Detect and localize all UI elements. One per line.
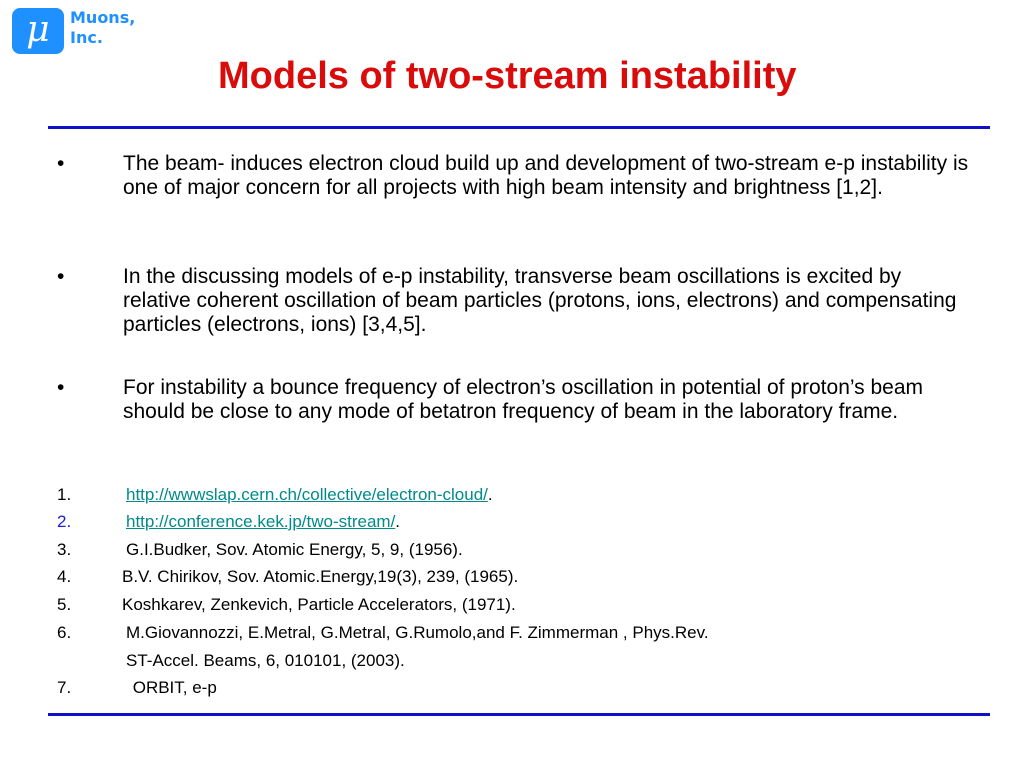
reference-body [126, 484, 493, 506]
logo-line-2: Inc. [70, 28, 103, 47]
bullet-marker: • [57, 265, 65, 288]
reference-text: ST-Accel. Beams, 6, 010101, (2003). [126, 651, 405, 670]
reference-number: 6. [57, 623, 72, 642]
reference-body [126, 511, 400, 533]
bullet-marker: • [57, 152, 65, 175]
reference-text: G.I.Budker, Sov. Atomic Energy, 5, 9, (1956). [126, 540, 463, 559]
bullet-text: The beam- induces electron cloud build up and development of two-stream e-p instability is one of major concern for all projects with high beam intensity and brightness [1,2]. [123, 152, 969, 199]
reference-text: ORBIT, e-p [128, 678, 217, 697]
top-divider [48, 126, 990, 129]
company-logo [8, 4, 148, 58]
reference-number: 7. [57, 678, 72, 697]
reference-suffix: . [395, 512, 401, 531]
reference-link[interactable]: http://wwwslap.cern.ch/collective/electron-cloud/ [126, 485, 488, 504]
bullet-marker: • [57, 376, 65, 399]
logo-wordmark [70, 8, 135, 48]
reference-number: 1. [57, 485, 72, 504]
reference-text: M.Giovannozzi, E.Metral, G.Metral, G.Rumolo,and F. Zimmerman , Phys.Rev. [126, 623, 709, 642]
bottom-divider [48, 713, 990, 716]
mu-logo-icon [12, 8, 64, 54]
bullet-text: In the discussing models of e-p instability, transverse beam oscillations is excited by relative coherent oscillation of beam particles (protons, ions, electrons) and compensating particles (electrons, ions) [3,4,5]. [123, 265, 957, 336]
logo-symbol: μ [26, 9, 50, 50]
reference-number: 3. [57, 540, 72, 559]
reference-text: B.V. Chirikov, Sov. Atomic.Energy,19(3), 239, (1965). [122, 567, 519, 586]
reference-link[interactable]: http://conference.kek.jp/two-stream/ [126, 512, 396, 531]
reference-number: 5. [57, 595, 72, 614]
reference-number: 4. [57, 567, 72, 586]
page-title: Models of two-stream instability [218, 55, 797, 97]
logo-line-1: Muons, [70, 8, 136, 27]
reference-text: Koshkarev, Zenkevich, Particle Accelerators, (1971). [122, 595, 516, 614]
reference-suffix: . [487, 485, 493, 504]
reference-number: 2. [57, 512, 72, 531]
bullet-text: For instability a bounce frequency of electron’s oscillation in potential of proton’s beam should be close to any mode of betatron frequency of beam in the laboratory frame. [123, 376, 924, 423]
